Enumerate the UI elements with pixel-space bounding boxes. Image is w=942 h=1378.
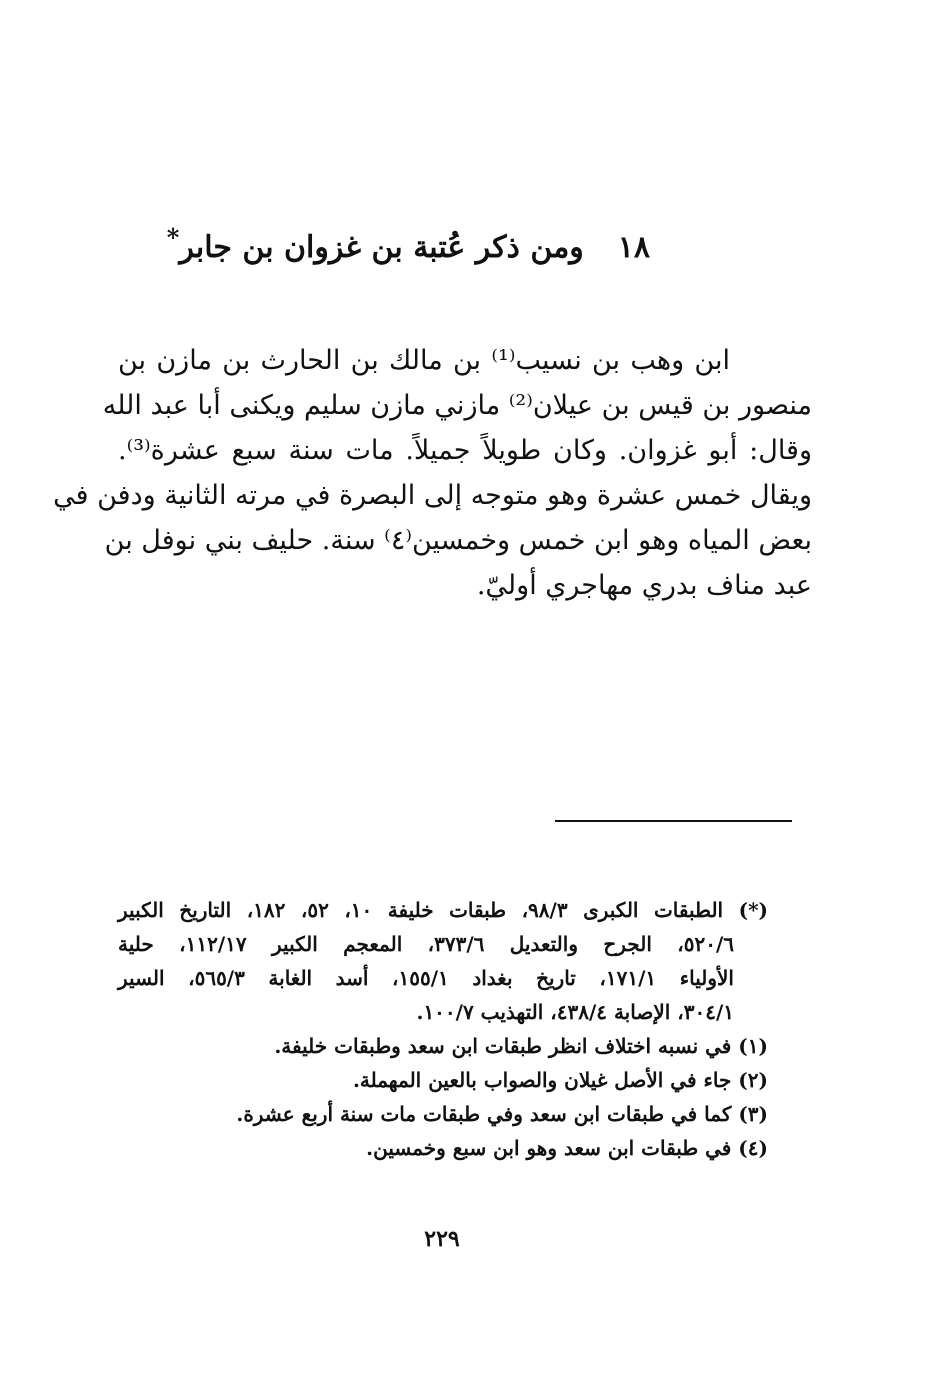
footnote-2: (٢) جاء في الأصل غيلان والصواب بالعين المهملة. [352,1068,768,1092]
footnote-3: (٣) كما في طبقات ابن سعد وفي طبقات مات سنة أربع عشرة. [236,1102,768,1126]
page-number: ٢٢٩ [424,1226,460,1252]
main-paragraph [53,338,812,608]
source-note-line: (*) الطبقات الكبرى ٩٨/٣، طبقات خليفة ١٠، ٥٢، ١٨٢، التاريخ الكبير [118,898,768,922]
source-note-line: ٥٢٠/٦، الجرح والتعديل ٣٧٣/٦، المعجم الكبير ١١٢/١٧، حلية [118,932,734,956]
chapter-heading [166,212,650,274]
body-line: عبد مناف بدري مهاجري أوليّ. [476,570,812,601]
body-line: وقال: أبو غزوان. وكان طويلاً جميلاً. مات سنة سبع عشرة⁽³⁾. [118,435,812,466]
body-line: ويقال خمس عشرة وهو متوجه إلى البصرة في مرته الثانية ودفن في [53,480,812,511]
body-line: منصور بن قيس بن عيلان⁽²⁾ مازني مازن سليم ويكنى أبا عبد الله [102,390,812,421]
chapter-title: ومن ذكر عُتبة بن غزوان بن جابر [179,230,584,265]
footnote-1: (١) في نسبه اختلاف انظر طبقات ابن سعد وطبقات خليفة. [274,1034,768,1058]
footnotes [118,893,768,1165]
source-footnote-marker: * [166,223,180,252]
source-note-line: ٣٠٤/١، الإصابة ٤٣٨/٤، التهذيب ١٠٠/٧. [416,1000,734,1024]
footnote-separator [555,820,792,822]
source-note-line: الأولياء ١٧١/١، تاريخ بغداد ١٥٥/١، أسد الغابة ٥٦٥/٣، السير [118,966,734,990]
footnote-4: (٤) في طبقات ابن سعد وهو ابن سبع وخمسين. [366,1136,768,1160]
body-line: ابن وهب بن نسيب⁽¹⁾ بن مالك بن الحارث بن مازن بن [118,345,730,376]
body-line: بعض المياه وهو ابن خمس وخمسين⁽٤⁾ سنة. حليف بني نوفل بن [104,525,812,556]
chapter-number: ١٨ [617,230,650,265]
